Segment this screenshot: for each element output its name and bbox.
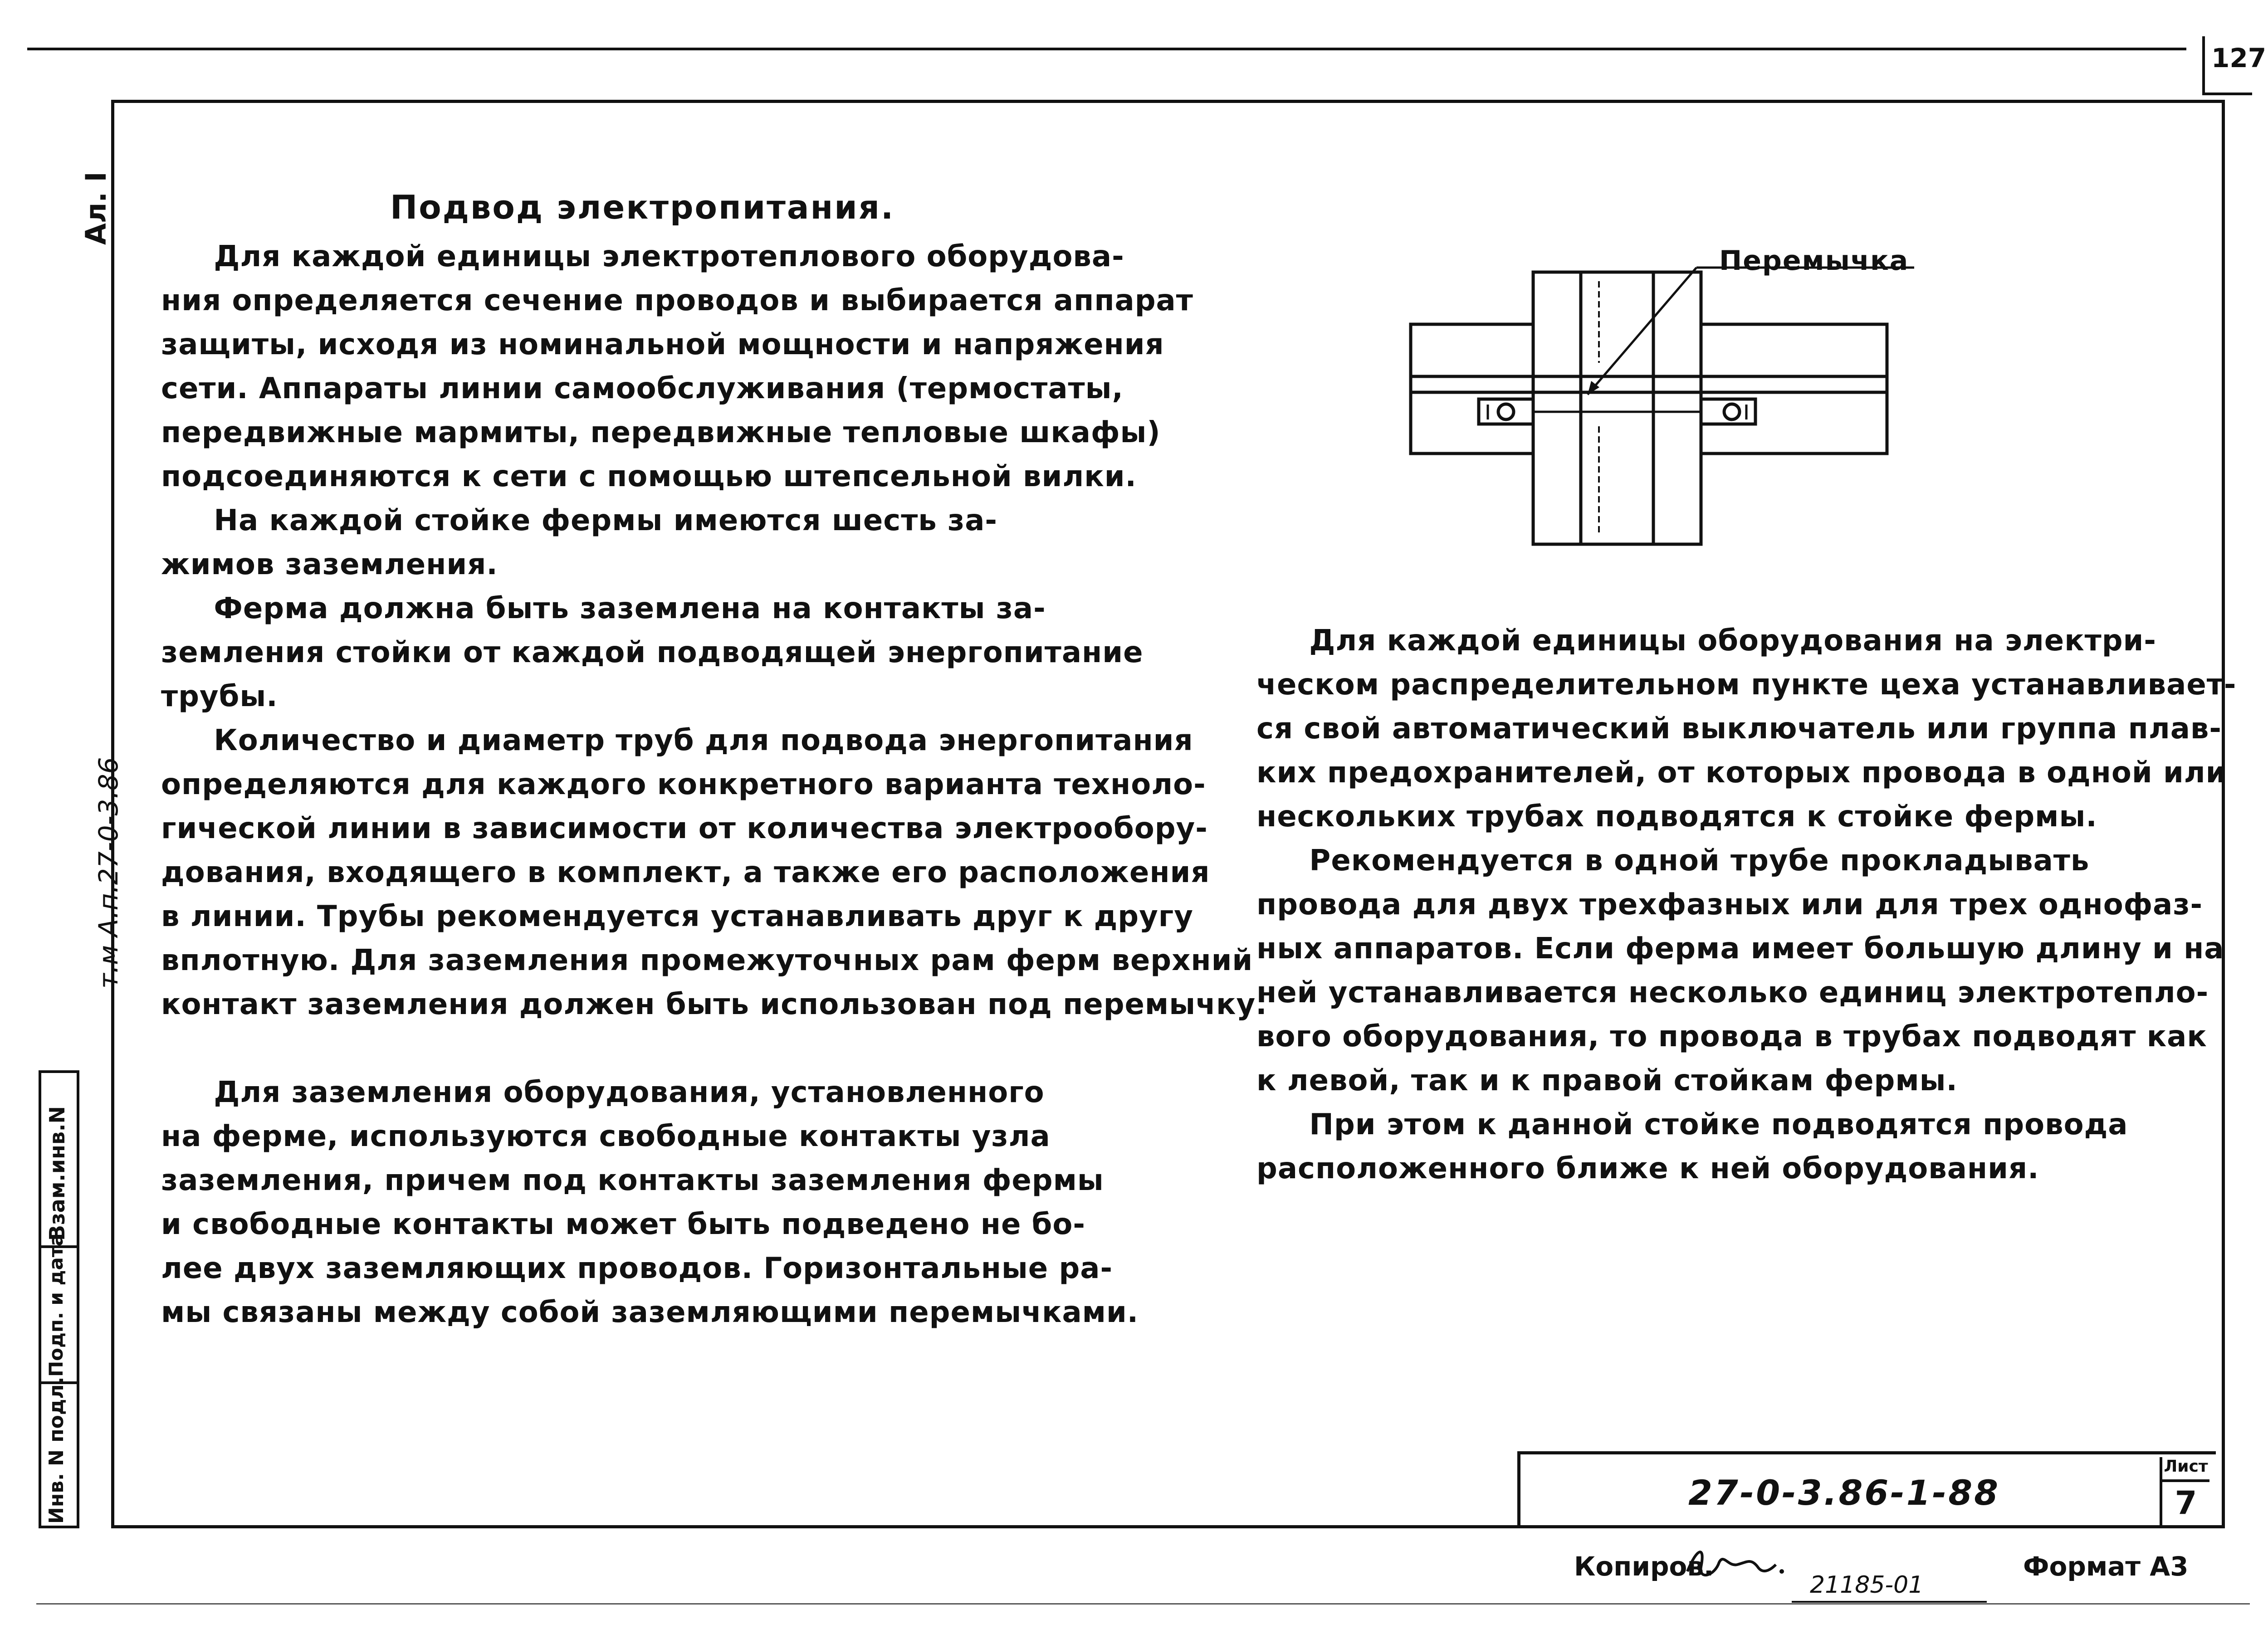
text-line: провода для двух трехфазных или для трех однофаз- — [1256, 888, 2203, 922]
section-title: Подвод электропитания. — [390, 188, 895, 226]
text-line: ных аппаратов. Если ферма имеет большую длину и на — [1256, 932, 2224, 966]
text-line: нескольких трубах подводятся к стойке фермы. — [1256, 800, 2097, 834]
text-line: жимов заземления. — [161, 548, 498, 581]
copied-label: Копиров. — [1574, 1551, 1714, 1582]
text-line: мы связаны между собой заземляющими перемычками. — [161, 1296, 1139, 1329]
text-line — [161, 1027, 1267, 1071]
text-line: передвижные мармиты, передвижные тепловые шкафы) — [161, 416, 1161, 449]
text-line: Количество и диаметр труб для подвода энергопитания — [161, 724, 1193, 757]
text-line: определяются для каждого конкретного варианта техноло- — [161, 768, 1206, 801]
text-line: расположенного ближе к ней оборудования. — [1256, 1152, 2039, 1185]
jumper-figure — [1397, 236, 1941, 553]
text-line: На каждой стойке фермы имеются шесть за- — [161, 504, 997, 537]
text-line: к левой, так и к правой стойкам фермы. — [1256, 1064, 1958, 1097]
text-line: Ферма должна быть заземлена на контакты за- — [161, 592, 1046, 625]
text-line: на ферме, используются свободные контакты узла — [161, 1120, 1051, 1153]
title-block — [1517, 1451, 2216, 1528]
side-stamp — [39, 1070, 79, 1528]
text-line: земления стойки от каждой подводящей энергопитание — [161, 636, 1144, 669]
format-label: Формат А3 — [2023, 1551, 2189, 1582]
text-line: подсоединяются к сети с помощью штепсельной вилки. — [161, 460, 1137, 493]
side-stamp-cell — [41, 1376, 77, 1528]
side-label-code: т.м А.п.27-0-3.86 — [93, 757, 124, 989]
page-number-box — [2202, 36, 2267, 95]
text-line: вого оборудования, то провода в трубах подводят как — [1256, 1020, 2207, 1054]
text-line: гической линии в зависимости от количества электрообору- — [161, 812, 1208, 845]
doc-code: 27-0-3.86-1-88 — [1688, 1473, 2000, 1513]
sheet-number: 7 — [2175, 1484, 2197, 1522]
text-line: и свободные контакты может быть подведено не бо- — [161, 1208, 1085, 1241]
bottom-rule — [36, 1603, 2250, 1605]
text-line: При этом к данной стойке подводятся провода — [1256, 1108, 2128, 1141]
text-line: ческом распределительном пункте цеха устанавливает- — [1256, 668, 2237, 702]
text-line: вплотную. Для заземления промежуточных рам ферм верхний — [161, 944, 1253, 977]
text-line: ких предохранителей, от которых провода в одной или — [1256, 756, 2227, 790]
text-line: ния определяется сечение проводов и выбирается аппарат — [161, 284, 1193, 317]
figure-label: Перемычка — [1719, 245, 1909, 277]
text-line: ся свой автоматический выключатель или группа плав- — [1256, 712, 2222, 746]
copier-signature — [1678, 1540, 1787, 1590]
sheet-label: Лист — [2162, 1457, 2209, 1482]
text-line: Для каждой единицы оборудования на электри- — [1256, 624, 2156, 658]
text-line: ней устанавливается несколько единиц электротепло- — [1256, 976, 2209, 1010]
text-line: контакт заземления должен быть использован под перемычку. — [161, 988, 1267, 1021]
page-number: 127 — [2211, 43, 2267, 73]
inventory-number: 21185-01 — [1810, 1571, 1924, 1599]
side-stamp-label: Инв. N подл. — [45, 1376, 68, 1524]
side-stamp-cell — [41, 1233, 77, 1384]
footer-rule — [1792, 1601, 1987, 1603]
side-stamp-cell — [41, 1073, 77, 1248]
right-column-text — [1256, 619, 2236, 1191]
side-stamp-label: Подп. и дата — [45, 1233, 67, 1377]
text-line: в линии. Трубы рекомендуется устанавливать друг к другу — [161, 900, 1193, 933]
text-line: дования, входящего в комплект, а также его расположения — [161, 856, 1210, 889]
top-rule — [27, 48, 2186, 50]
side-label-top: Ал. I — [79, 171, 112, 245]
text-line: сети. Аппараты линии самообслуживания (термостаты, — [161, 372, 1124, 405]
text-line: заземления, причем под контакты заземления фермы — [161, 1164, 1104, 1197]
side-stamp-label: Взам.инв.N — [45, 1106, 69, 1241]
text-line: Для каждой единицы электротеплового оборудова- — [161, 240, 1124, 273]
sheet-box — [2160, 1457, 2209, 1525]
text-line: Для заземления оборудования, установленного — [161, 1076, 1045, 1109]
text-line: трубы. — [161, 680, 278, 713]
text-line: Рекомендуется в одной трубе прокладывать — [1256, 844, 2090, 878]
left-column-text — [161, 235, 1267, 1335]
text-line: лее двух заземляющих проводов. Горизонтальные ра- — [161, 1252, 1113, 1285]
text-line: защиты, исходя из номинальной мощности и напряжения — [161, 328, 1164, 361]
